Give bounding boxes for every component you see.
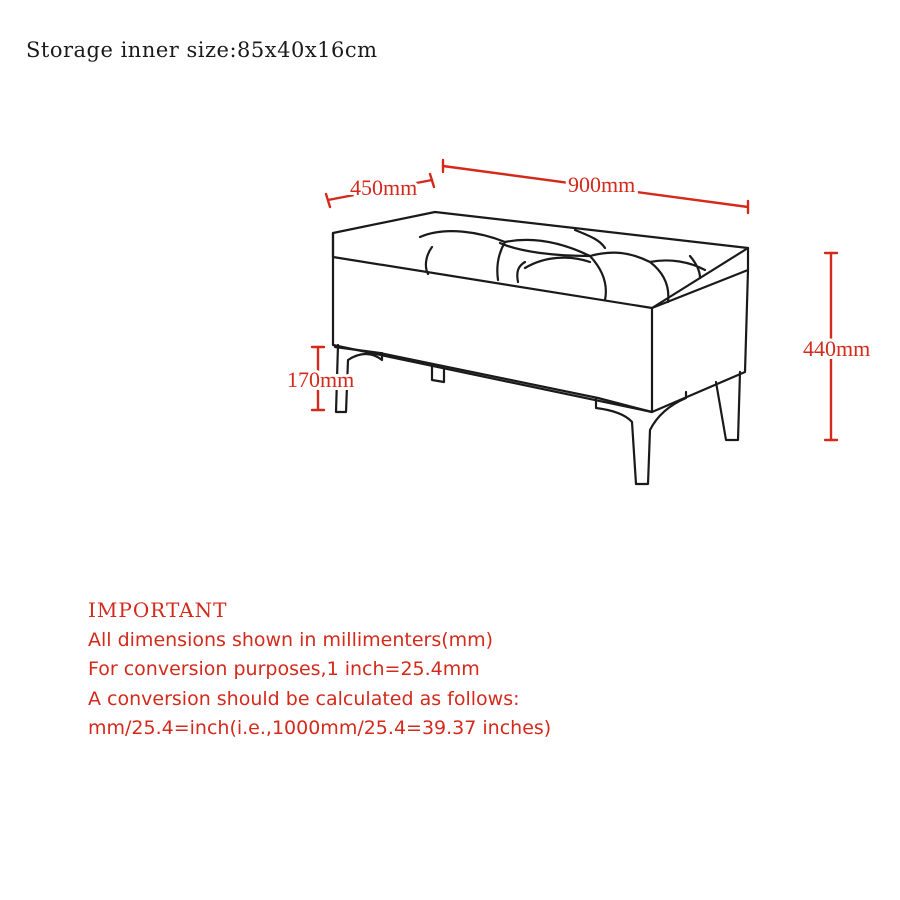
height-label: 440mm [803,336,871,361]
notes-line: For conversion purposes,1 inch=25.4mm [88,658,480,680]
bench-side [652,270,748,412]
width-label: 900mm [568,172,636,197]
conversion-notes [88,596,551,744]
dimension-lines [312,160,837,440]
notes-line: A conversion should be calculated as follows: [88,687,520,710]
leg-front-right [596,392,686,484]
notes-heading: IMPORTANT [88,598,228,622]
leg-height-label: 170mm [287,367,355,392]
notes-line: mm/25.4=inch(i.e.,1000mm/25.4=39.37 inches) [88,717,552,739]
notes-line: All dimensions shown in millimenters(mm) [88,628,494,651]
storage-size-label: Storage inner size:85x40x16cm [26,38,378,62]
bench-lid-edge [333,233,748,270]
depth-label: 450mm [350,175,418,200]
bench-outline [333,212,748,484]
tufting [420,230,705,302]
